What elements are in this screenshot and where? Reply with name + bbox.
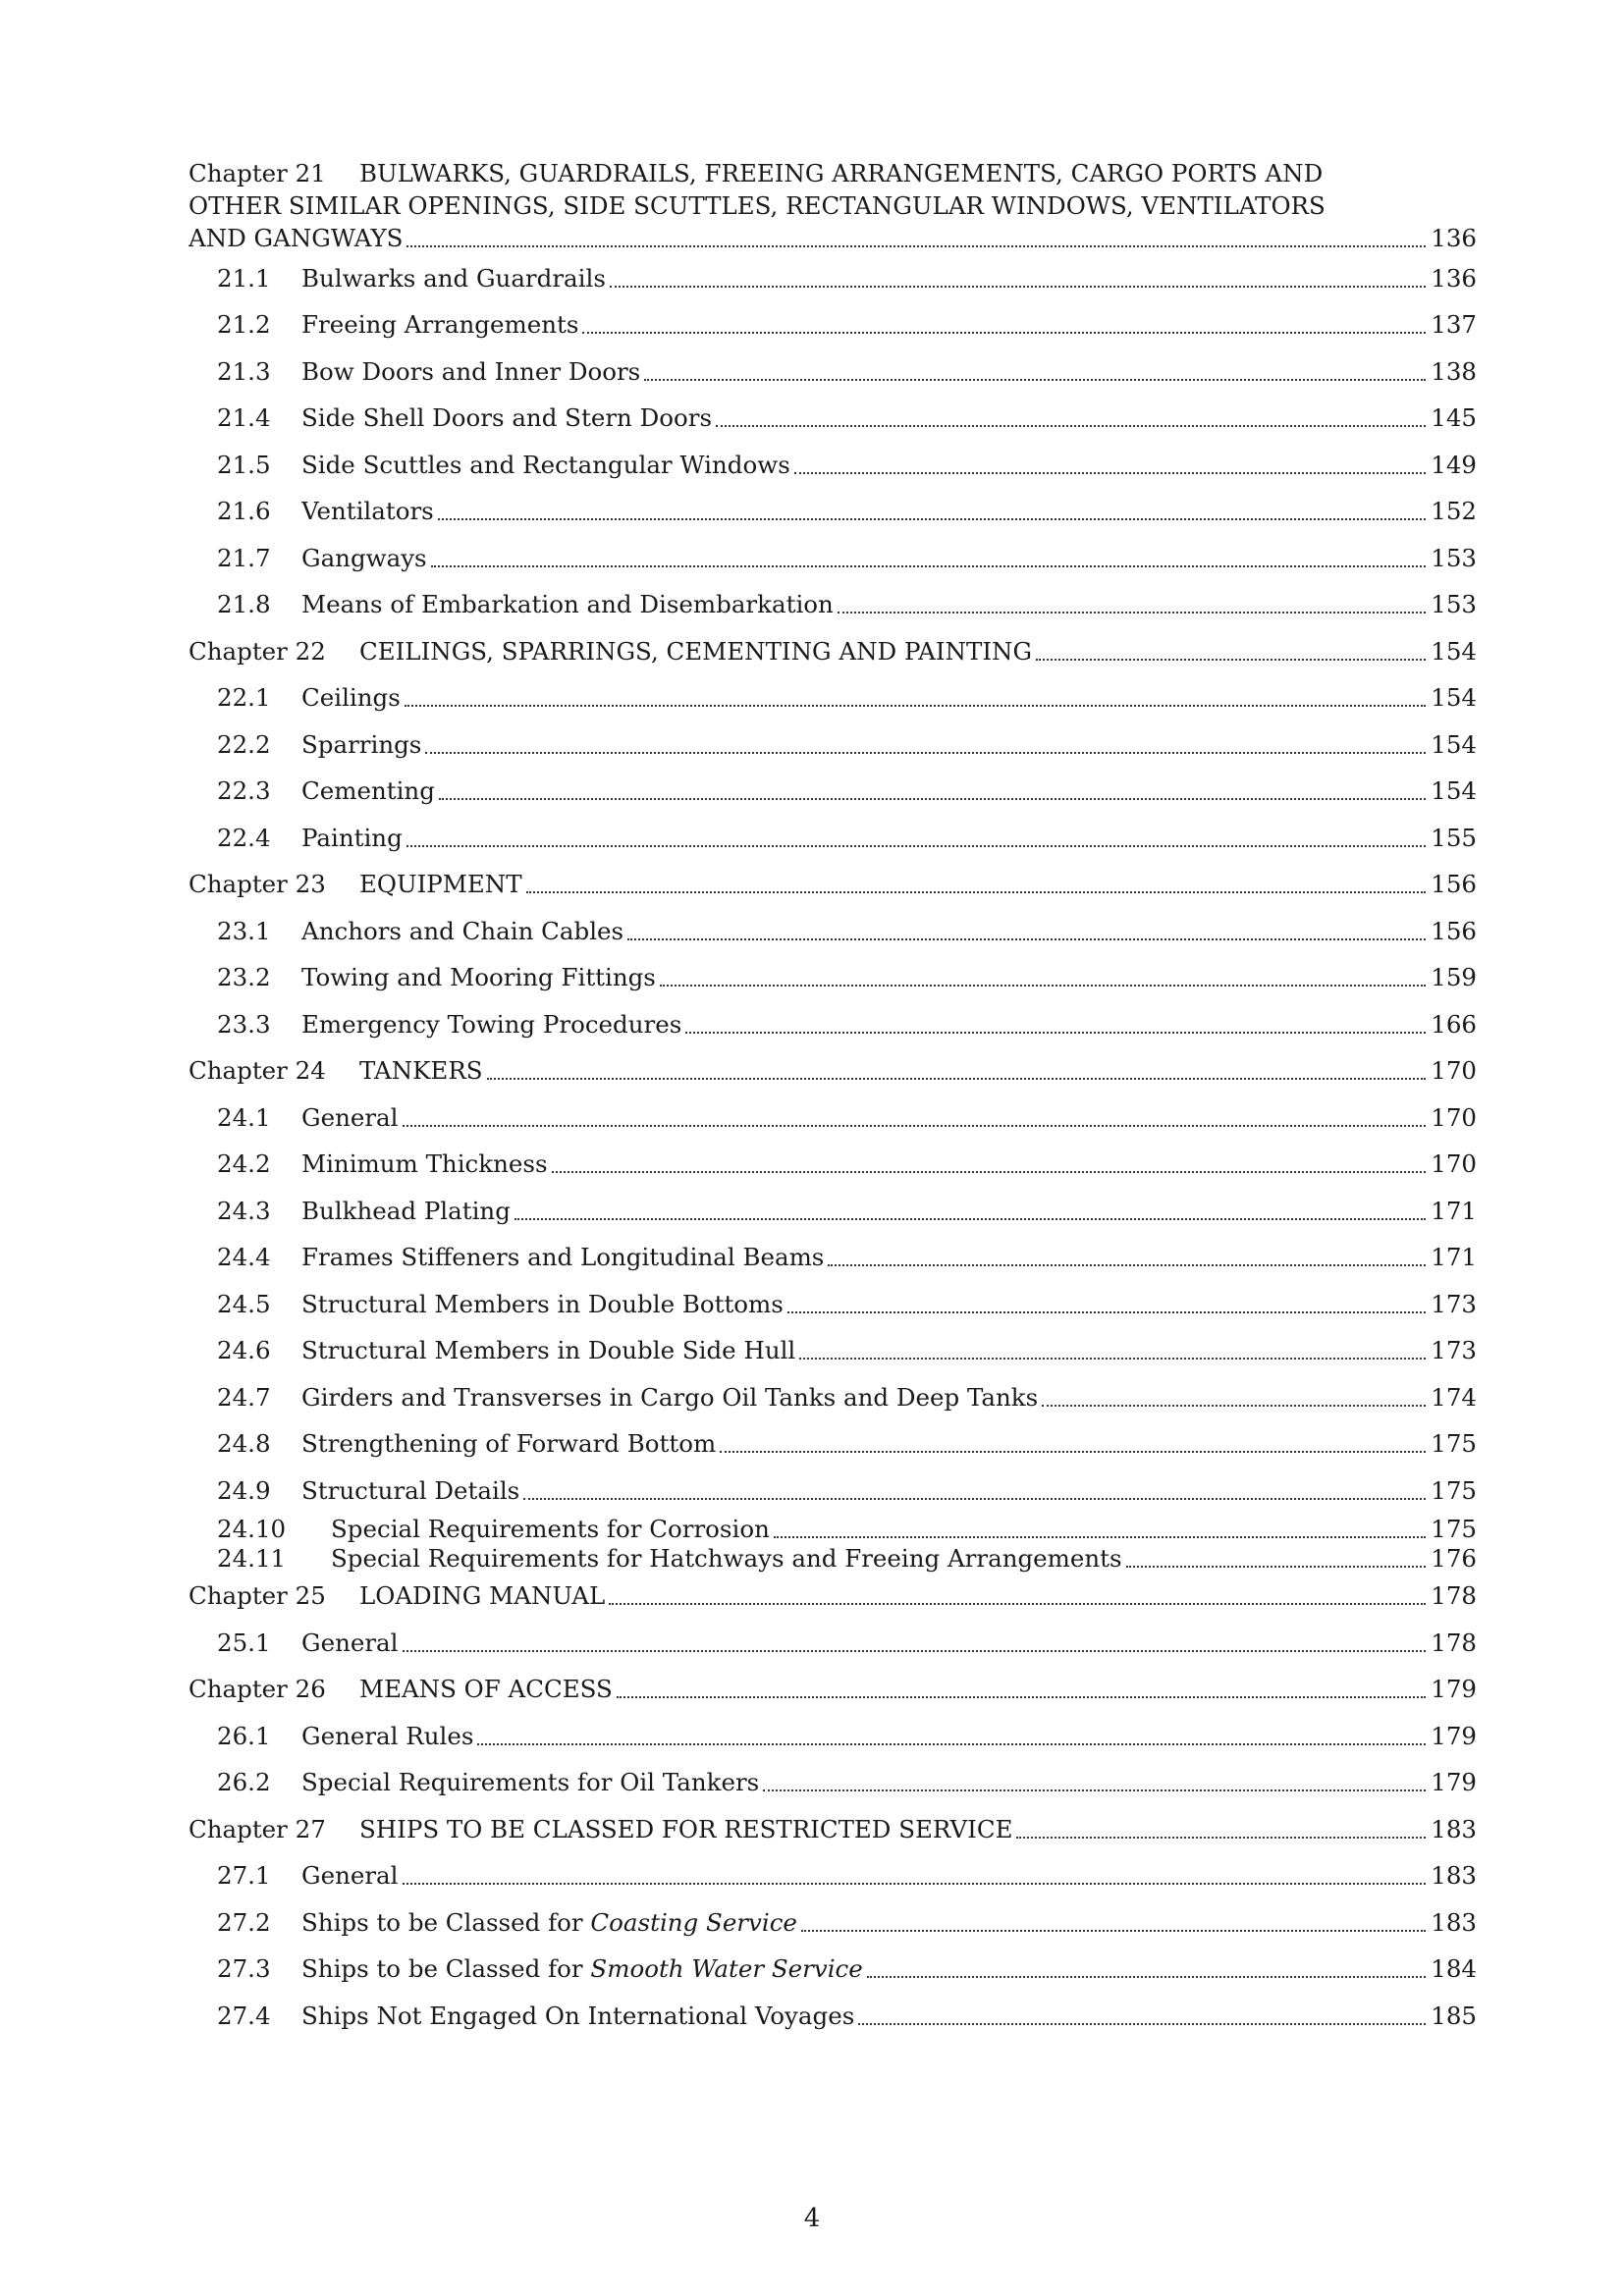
title-text: LOADING MANUAL — [359, 1581, 606, 1611]
section-title — [301, 1103, 399, 1133]
section-number: 26.1 — [217, 1721, 271, 1750]
toc-section-row[interactable] — [189, 255, 1477, 302]
page-number: 145 — [1431, 403, 1477, 433]
section-title — [301, 776, 435, 806]
section-title — [331, 1544, 1122, 1574]
chapter-title — [359, 870, 522, 899]
page-number: 183 — [1431, 1907, 1477, 1937]
dot-leader — [582, 332, 1426, 334]
page-number: 171 — [1431, 1243, 1477, 1272]
title-text: Ships to be Classed for — [301, 1954, 591, 1984]
dot-leader — [477, 1743, 1426, 1745]
title-text: Anchors and Chain Cables — [301, 916, 624, 945]
dot-leader — [406, 245, 1426, 247]
title-text: EQUIPMENT — [359, 870, 522, 899]
page-number: 179 — [1431, 1675, 1477, 1704]
section-title — [301, 963, 656, 992]
chapter-title — [359, 1815, 1012, 1844]
dot-leader — [523, 1498, 1426, 1500]
toc-section-row[interactable] — [189, 302, 1477, 349]
page-number: 156 — [1431, 870, 1477, 899]
title-text: Structural Details — [301, 1475, 520, 1505]
section-title — [301, 451, 790, 480]
toc-section-row[interactable] — [189, 908, 1477, 955]
page-number: 183 — [1431, 1814, 1477, 1843]
section-title — [301, 1908, 797, 1938]
section-number: 24.10 — [217, 1514, 287, 1543]
section-title — [301, 683, 401, 713]
chapter-title-line-1: BULWARKS, GUARDRAILS, FREEING ARRANGEMENTS, CARGO PORTS AND — [359, 159, 1324, 187]
page-number: 179 — [1431, 1721, 1477, 1750]
toc-section-row[interactable] — [189, 582, 1477, 629]
page-number: 175 — [1431, 1514, 1477, 1543]
title-text: General Rules — [301, 1721, 474, 1750]
section-number: 24.3 — [217, 1196, 271, 1225]
title-text: Bulkhead Plating — [301, 1196, 511, 1225]
dot-leader — [609, 1603, 1426, 1605]
page-number: 176 — [1431, 1543, 1477, 1573]
section-title — [331, 1515, 770, 1544]
section-number: 21.2 — [217, 310, 271, 340]
dot-leader — [763, 1789, 1426, 1791]
dot-leader — [774, 1536, 1426, 1538]
dot-leader — [1126, 1566, 1426, 1568]
page-number: 170 — [1431, 1102, 1477, 1132]
page-number: 154 — [1431, 636, 1477, 666]
page-number: 153 — [1431, 590, 1477, 619]
title-text: TANKERS — [359, 1056, 483, 1086]
page-number: 178 — [1431, 1581, 1477, 1611]
section-number: 24.5 — [217, 1289, 271, 1318]
title-text: Gangways — [301, 543, 427, 572]
toc-chapter-row[interactable] — [189, 862, 1477, 909]
title-text: Emergency Towing Procedures — [301, 1009, 682, 1039]
toc-chapter-row[interactable] — [189, 1667, 1477, 1714]
chapter-label: Chapter 25 — [189, 1581, 326, 1611]
section-number: 27.4 — [217, 2001, 271, 2030]
title-text: CEILINGS, SPARRINGS, CEMENTING AND PAINTING — [359, 636, 1033, 666]
toc-section-row[interactable] — [189, 675, 1477, 722]
dot-leader — [1036, 659, 1426, 661]
toc-section-row[interactable] — [189, 769, 1477, 816]
section-title — [301, 1243, 824, 1272]
section-number: 24.6 — [217, 1336, 271, 1365]
title-text: Bow Doors and Inner Doors — [301, 356, 641, 386]
title-text: Means of Embarkation and Disembarkation — [301, 590, 834, 619]
page-number: 170 — [1431, 1056, 1477, 1086]
section-title — [301, 403, 712, 433]
dot-leader — [858, 2023, 1426, 2025]
dot-leader — [801, 1930, 1426, 1932]
toc-section-row[interactable] — [189, 1993, 1477, 2040]
title-text: Structural Members in Double Side Hull — [301, 1336, 796, 1365]
section-number: 22.4 — [217, 823, 271, 852]
toc-chapter-row[interactable] — [189, 628, 1477, 675]
section-number: 24.2 — [217, 1149, 271, 1179]
title-text: Towing and Mooring Fittings — [301, 963, 656, 992]
dot-leader — [403, 1125, 1426, 1127]
toc-section-row[interactable] — [189, 1235, 1477, 1282]
section-title — [301, 1722, 473, 1751]
section-number: 24.11 — [217, 1543, 287, 1573]
title-text: Cementing — [301, 776, 435, 806]
section-number: 27.2 — [217, 1907, 271, 1937]
page-number: 156 — [1431, 916, 1477, 945]
title-text: General — [301, 1102, 399, 1132]
section-title — [301, 357, 640, 387]
dot-leader — [644, 379, 1426, 381]
page-number: 149 — [1431, 450, 1477, 479]
title-text: Freeing Arrangements — [301, 310, 579, 340]
title-text: Side Shell Doors and Stern Doors — [301, 403, 713, 433]
dot-leader — [1042, 1405, 1426, 1407]
toc-chapter-21 — [189, 157, 1477, 254]
section-number: 22.1 — [217, 683, 271, 713]
chapter-label: Chapter 27 — [189, 1814, 326, 1843]
dot-leader — [439, 798, 1426, 800]
title-text: Sparrings — [301, 729, 422, 759]
page-number: 155 — [1431, 823, 1477, 852]
toc-section-row[interactable] — [189, 1899, 1477, 1947]
title-italic-text: Smooth Water Service — [590, 1954, 863, 1984]
page-number: 170 — [1431, 1149, 1477, 1179]
page-number: 138 — [1431, 356, 1477, 386]
toc-section-row[interactable] — [189, 1281, 1477, 1328]
chapter-title — [359, 1056, 483, 1086]
section-title — [301, 544, 427, 573]
page-number: 174 — [1431, 1382, 1477, 1412]
section-title — [301, 264, 606, 294]
title-text: General — [301, 1861, 399, 1891]
section-number: 23.1 — [217, 916, 271, 945]
dot-leader — [838, 612, 1426, 614]
page-number: 178 — [1431, 1628, 1477, 1657]
section-title — [301, 1429, 716, 1459]
page-number: 136 — [1431, 224, 1477, 252]
title-text: Ships Not Engaged On International Voyages — [301, 2001, 855, 2030]
title-text: Ventilators — [301, 497, 434, 526]
section-title — [301, 1954, 863, 1984]
chapter-label: Chapter 24 — [189, 1056, 326, 1086]
title-text: Special Requirements for Hatchways and Freeing Arrangements — [331, 1543, 1122, 1573]
title-text: Special Requirements for Oil Tankers — [301, 1768, 760, 1797]
section-number: 24.8 — [217, 1429, 271, 1459]
title-text: MEANS OF ACCESS — [359, 1675, 613, 1704]
section-title — [301, 590, 834, 619]
dot-leader — [405, 705, 1426, 707]
dot-leader — [610, 286, 1426, 288]
dot-leader — [627, 938, 1426, 940]
section-title — [301, 1476, 519, 1506]
dot-leader — [431, 565, 1426, 567]
dot-leader — [425, 752, 1426, 754]
section-number: 22.3 — [217, 776, 271, 806]
toc-chapter-row[interactable] — [189, 1574, 1477, 1621]
page-number: 173 — [1431, 1336, 1477, 1365]
section-title — [301, 310, 578, 340]
section-number: 24.1 — [217, 1102, 271, 1132]
section-number: 26.2 — [217, 1768, 271, 1797]
section-number: 23.2 — [217, 963, 271, 992]
title-text: Girders and Transverses in Cargo Oil Tanks and Deep Tanks — [301, 1382, 1039, 1412]
section-number: 22.2 — [217, 729, 271, 759]
section-number: 21.8 — [217, 590, 271, 619]
chapter-title — [359, 1581, 605, 1611]
toc-section-row[interactable] — [189, 1095, 1477, 1142]
section-number: 24.7 — [217, 1382, 271, 1412]
dot-leader — [487, 1078, 1426, 1080]
page-number: 171 — [1431, 1196, 1477, 1225]
section-number: 21.6 — [217, 497, 271, 526]
toc-section-row[interactable] — [189, 1713, 1477, 1760]
section-number: 21.7 — [217, 543, 271, 572]
toc-section-row[interactable] — [189, 1760, 1477, 1807]
dot-leader — [799, 1358, 1426, 1360]
toc-section-row[interactable] — [189, 442, 1477, 489]
dot-leader — [685, 1032, 1426, 1034]
page-number: 152 — [1431, 497, 1477, 526]
toc-section-row[interactable] — [189, 348, 1477, 396]
section-title — [301, 1383, 1038, 1413]
dot-leader — [720, 1451, 1426, 1453]
title-italic-text: Coasting Service — [590, 1907, 797, 1937]
section-number: 24.4 — [217, 1243, 271, 1272]
section-number: 21.3 — [217, 356, 271, 386]
title-text: Bulwarks and Guardrails — [301, 263, 606, 293]
section-number: 23.3 — [217, 1009, 271, 1039]
page-number: 154 — [1431, 776, 1477, 806]
dot-leader — [438, 518, 1426, 520]
toc-section-row[interactable] — [189, 1328, 1477, 1375]
section-title — [301, 1149, 548, 1179]
toc-entries — [189, 255, 1477, 2040]
section-number: 27.3 — [217, 1954, 271, 1984]
section-title — [301, 917, 623, 946]
toc-section-row[interactable] — [189, 1188, 1477, 1235]
chapter-label: Chapter 21 — [189, 159, 326, 187]
page-number: 136 — [1431, 263, 1477, 293]
page-number: 154 — [1431, 729, 1477, 759]
toc-section-row[interactable] — [189, 1947, 1477, 1994]
dot-leader — [514, 1218, 1426, 1220]
page-number: 137 — [1431, 310, 1477, 340]
toc-section-row[interactable] — [189, 1544, 1477, 1574]
page-number: 185 — [1431, 2001, 1477, 2030]
section-number: 24.9 — [217, 1475, 271, 1505]
table-of-contents — [189, 157, 1477, 2040]
toc-section-row[interactable] — [189, 1374, 1477, 1421]
toc-section-row[interactable] — [189, 1853, 1477, 1900]
section-title — [301, 1768, 759, 1797]
dot-leader — [403, 1883, 1426, 1885]
section-title — [301, 1197, 511, 1226]
section-title — [301, 1629, 399, 1658]
toc-section-row[interactable] — [189, 1421, 1477, 1468]
title-text: Side Scuttles and Rectangular Windows — [301, 450, 790, 479]
chapter-label: Chapter 22 — [189, 636, 326, 666]
section-title — [301, 2002, 854, 2031]
section-number: 21.1 — [217, 263, 271, 293]
dot-leader — [828, 1264, 1426, 1266]
dot-leader — [787, 1311, 1426, 1313]
toc-section-row[interactable] — [189, 721, 1477, 769]
toc-section-row[interactable] — [189, 815, 1477, 862]
chapter-title — [359, 637, 1032, 667]
toc-section-row[interactable] — [189, 396, 1477, 443]
toc-section-row[interactable] — [189, 489, 1477, 536]
page-number: 173 — [1431, 1289, 1477, 1318]
toc-section-row[interactable] — [189, 955, 1477, 1002]
chapter-title — [359, 1675, 613, 1704]
toc-chapter-row[interactable] — [189, 1048, 1477, 1095]
page-number: 153 — [1431, 543, 1477, 572]
page-number: 179 — [1431, 1768, 1477, 1797]
dot-leader — [552, 1171, 1426, 1173]
dot-leader — [617, 1696, 1426, 1698]
title-text: Strengthening of Forward Bottom — [301, 1429, 717, 1459]
dot-leader — [794, 472, 1426, 474]
chapter-label: Chapter 26 — [189, 1675, 326, 1704]
dot-leader — [406, 845, 1426, 847]
chapter-title-line-2: OTHER SIMILAR OPENINGS, SIDE SCUTTLES, RECTANGULAR WINDOWS, VENTILATORS — [189, 191, 1326, 220]
title-text: Painting — [301, 823, 403, 852]
page-number: 175 — [1431, 1475, 1477, 1505]
title-text: Special Requirements for Corrosion — [331, 1514, 770, 1543]
page-number: 154 — [1431, 683, 1477, 713]
dot-leader — [867, 1976, 1426, 1978]
section-number: 21.5 — [217, 450, 271, 479]
section-title — [301, 497, 434, 526]
page-number: 175 — [1431, 1429, 1477, 1459]
section-title — [301, 1290, 784, 1319]
title-text: Ceilings — [301, 683, 401, 713]
toc-section-row[interactable] — [189, 1620, 1477, 1667]
dot-leader — [526, 891, 1426, 893]
chapter-title-line-3: AND GANGWAYS — [189, 224, 404, 252]
page-number: 184 — [1431, 1954, 1477, 1984]
section-title — [301, 730, 421, 760]
toc-section-row[interactable] — [189, 1468, 1477, 1515]
section-title — [301, 1336, 795, 1365]
title-text: General — [301, 1628, 399, 1657]
page-footer-number: 4 — [803, 2204, 821, 2233]
chapter-label: Chapter 23 — [189, 870, 326, 899]
page-number: 166 — [1431, 1009, 1477, 1039]
title-text: Structural Members in Double Bottoms — [301, 1289, 784, 1318]
section-number: 25.1 — [217, 1628, 271, 1657]
dot-leader — [403, 1650, 1426, 1652]
title-text: SHIPS TO BE CLASSED FOR RESTRICTED SERVICE — [359, 1814, 1013, 1843]
title-text: Minimum Thickness — [301, 1149, 548, 1179]
toc-chapter-row[interactable] — [189, 1806, 1477, 1853]
section-title — [301, 1861, 399, 1891]
title-text: Ships to be Classed for — [301, 1907, 591, 1937]
toc-section-row[interactable] — [189, 535, 1477, 582]
section-title — [301, 1010, 681, 1040]
page-number: 159 — [1431, 963, 1477, 992]
dot-leader — [1016, 1837, 1426, 1839]
page-number: 183 — [1431, 1861, 1477, 1891]
toc-section-row[interactable] — [189, 1515, 1477, 1544]
toc-section-row[interactable] — [189, 1142, 1477, 1189]
dot-leader — [716, 425, 1426, 427]
toc-section-row[interactable] — [189, 1001, 1477, 1048]
title-text: Frames Stiffeners and Longitudinal Beams — [301, 1243, 825, 1272]
dot-leader — [660, 985, 1426, 987]
section-number: 27.1 — [217, 1861, 271, 1891]
section-title — [301, 824, 403, 853]
section-number: 21.4 — [217, 403, 271, 433]
